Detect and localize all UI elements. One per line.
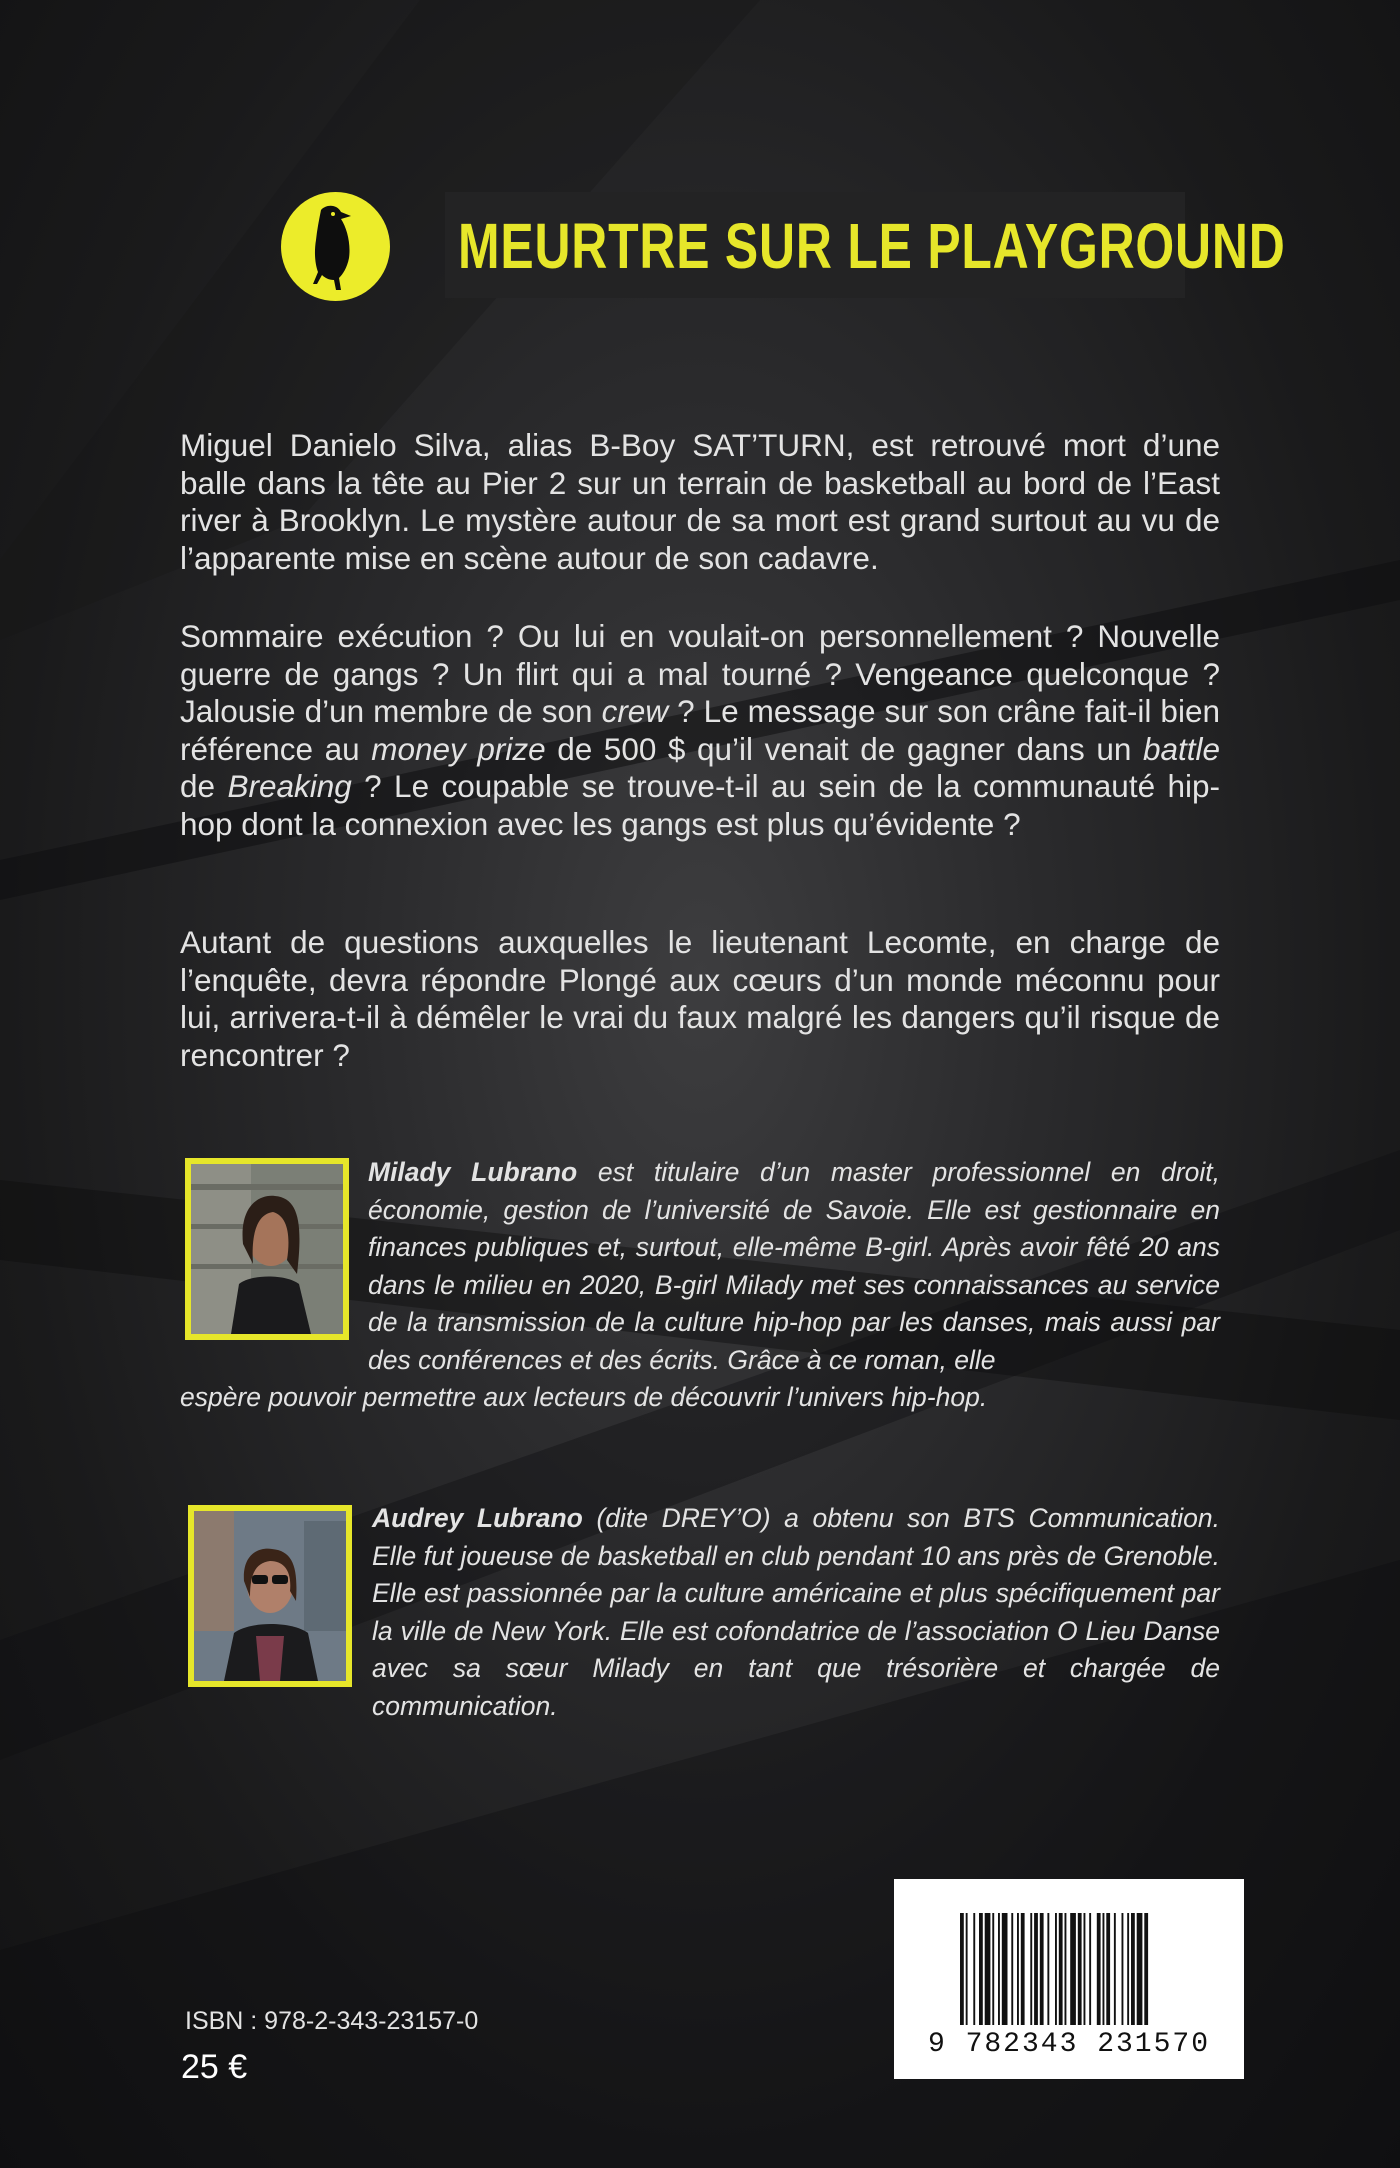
barcode-bar	[1137, 1913, 1143, 2025]
series-logo	[281, 192, 390, 301]
barcode-bar	[966, 1913, 968, 2025]
barcode-bar	[1122, 1913, 1124, 2025]
barcode-bar	[985, 1913, 991, 2025]
barcode-bar	[1127, 1913, 1129, 2025]
author-name-audrey: Audrey Lubrano	[372, 1503, 583, 1533]
author-bio-milady-tail: espère pouvoir permettre aux lecteurs de découvrir l’univers hip-hop.	[180, 1382, 988, 1412]
barcode-bar	[1144, 1913, 1148, 2025]
crow-silhouette-icon	[281, 192, 390, 301]
barcode-bar	[1097, 1913, 1101, 2025]
barcode-bar	[1055, 1913, 1057, 2025]
barcode-bar	[998, 1913, 1000, 2025]
author-bio-milady-text: est titulaire d’un master professionnel en droit, économie, gestion de l’université de Savoie. Elle est gestionnaire en finances publiques et, surtout, elle-même B-girl. Après avoir fêté 20 ans dans le milieu en 2020, B-girl Milady met ses connaissances au service de la transmission de la culture hip-hop par les danses, mais aussi par des conférences et des écrits. Grâce à ce roman, elle	[368, 1157, 1220, 1375]
author-bio-audrey	[372, 1500, 1220, 1725]
isbn-label: ISBN : 978-2-343-23157-0	[185, 2007, 479, 2035]
blurb-paragraph-1: Miguel Danielo Silva, alias B-Boy SAT’TURN, est retrouvé mort d’une balle dans la tête au Pier 2 sur un terrain de basketball au bord de l’East river à Brooklyn. Le mystère autour de sa mort est grand surtout au vu de l’apparente mise en scène autour de son cadavre.	[180, 427, 1220, 576]
barcode-bar	[992, 1913, 994, 2025]
blurb-p2-text-e: de 500 $ qu’il venait de gagner dans un	[545, 730, 1143, 767]
price-label: 25 €	[181, 2048, 248, 2086]
barcode-bar	[1070, 1913, 1076, 2025]
series-title: MEURTRE SUR LE PLAYGROUND	[458, 210, 1286, 282]
barcode-bar	[973, 1913, 975, 2025]
barcode-digits: 9 782343 231570	[927, 2029, 1211, 2060]
blurb-p2-emph-money-prize: money prize	[371, 730, 546, 767]
barcode-bar	[1114, 1913, 1116, 2025]
blurb-p2-emph-battle: battle	[1142, 730, 1221, 767]
barcode-bar	[1084, 1913, 1086, 2025]
portrait-image	[191, 1164, 343, 1334]
author-bio-milady	[368, 1154, 1220, 1379]
barcode-bar	[1040, 1913, 1044, 2025]
barcode-bar	[1131, 1913, 1135, 2025]
barcode-bar	[1078, 1913, 1082, 2025]
blurb-p2-text-i: ? Le coupable se trouve-t-il au sein de la communauté hip-hop dont la connexion avec les gangs est plus qu’évidente ?	[180, 768, 1220, 842]
barcode-bar	[1034, 1913, 1038, 2025]
barcode-bar	[1030, 1913, 1032, 2025]
barcode-bar	[1002, 1913, 1008, 2025]
barcode-bar	[1021, 1913, 1025, 2025]
blurb-paragraph-3: Autant de questions auxquelles le lieutenant Lecomte, en charge de l’enquête, devra répondre Plongé aux cœurs d’un monde méconnu pour lui, arrivera-t-il à démêler le vrai du faux malgré les dangers qu’il risque de rencontrer ?	[180, 924, 1220, 1073]
author-photo-audrey	[188, 1505, 352, 1687]
barcode-bar	[1047, 1913, 1049, 2025]
blurb-p2-text-c: ? Le message sur son crâne fait-il bien référence au	[180, 693, 1220, 767]
author-bio-audrey-text: (dite DREY’O) a obtenu son BTS Communication. Elle fut joueuse de basketball en club pendant 10 ans près de Grenoble. Elle est passionnée par la culture américaine et plus spécifiquement par la ville de New York. Elle est cofondatrice de l’association O Lieu Danse avec sa sœur Milady en tant que trésorière et chargée de communication.	[372, 1503, 1220, 1721]
blurb-p2-emph-crew: crew	[601, 693, 669, 729]
author-photo-milady	[185, 1158, 349, 1340]
blurb-p2-text-a: Sommaire exécution ? Ou lui en voulait-on personnellement ? Nouvelle guerre de gangs ? Un flirt qui a mal tourné ? Vengeance quelconque ? Jalousie d’un membre de son	[180, 618, 1220, 729]
barcode-bar	[1103, 1913, 1105, 2025]
portrait-image	[194, 1511, 346, 1681]
blurb-p2-emph-breaking: Breaking	[227, 768, 352, 804]
barcode-bar	[960, 1913, 964, 2025]
blurb-p2-text-g: de	[180, 768, 228, 804]
barcode-bar	[1089, 1913, 1091, 2025]
barcode-bar	[1065, 1913, 1067, 2025]
author-name-milady: Milady Lubrano	[368, 1157, 578, 1187]
barcode-bar	[1059, 1913, 1063, 2025]
barcode-bar	[979, 1913, 983, 2025]
barcode-bar	[1011, 1913, 1013, 2025]
barcode-box	[894, 1879, 1244, 2079]
blurb-paragraph-2	[180, 618, 1220, 843]
barcode-bar	[1017, 1913, 1019, 2025]
barcode-bar	[1106, 1913, 1110, 2025]
